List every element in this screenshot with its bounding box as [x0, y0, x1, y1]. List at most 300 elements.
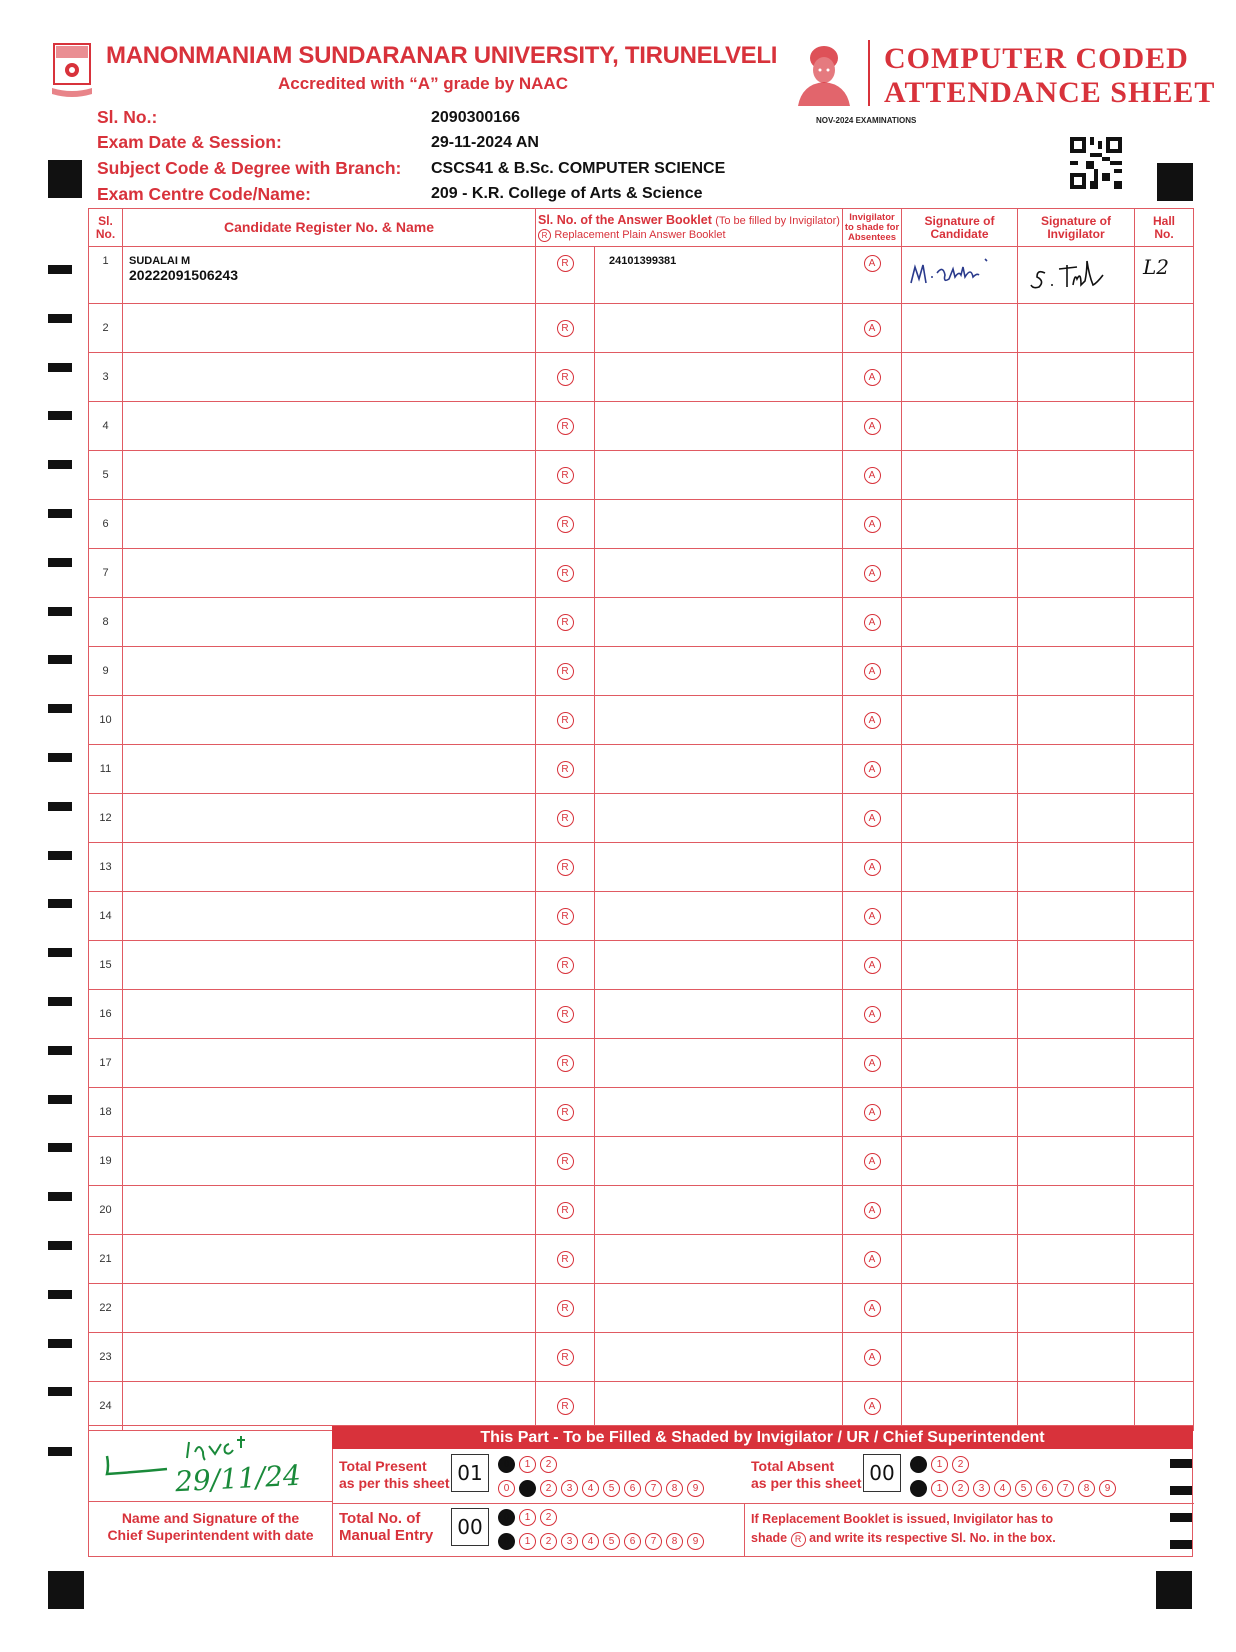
absent-bubble[interactable]: A: [864, 516, 881, 533]
absent-bubble-cell[interactable]: [843, 304, 902, 353]
booklet-number-cell[interactable]: [595, 402, 843, 451]
digit-bubble[interactable]: 0: [498, 1533, 515, 1550]
candidate-cell: [123, 304, 536, 353]
booklet-number-cell[interactable]: [595, 941, 843, 990]
candidate-cell: [123, 402, 536, 451]
invigilator-signature-cell: [1018, 1137, 1135, 1186]
digit-bubble[interactable]: 8: [1078, 1480, 1095, 1497]
replacement-bubble[interactable]: R: [557, 712, 574, 729]
digit-bubble[interactable]: 1: [931, 1456, 948, 1473]
replacement-bubble-cell[interactable]: [536, 598, 595, 647]
subject-code-label: Subject Code & Degree with Branch:: [97, 158, 402, 178]
invigilator-signature-cell: [1018, 451, 1135, 500]
timing-mark: [48, 558, 72, 567]
candidate-cell: [123, 1088, 536, 1137]
absent-bubble[interactable]: A: [864, 1251, 881, 1268]
absent-bubble-cell[interactable]: [843, 1039, 902, 1088]
booklet-number-cell[interactable]: [595, 1284, 843, 1333]
candidate-cell: [123, 598, 536, 647]
manual-entry-tens-bubbles[interactable]: [498, 1508, 561, 1526]
official-section: [88, 1425, 1193, 1557]
table-row: [89, 1235, 1194, 1284]
table-row: [89, 247, 1194, 304]
candidate-cell: [123, 500, 536, 549]
replacement-bubble[interactable]: R: [557, 1300, 574, 1317]
row-sl-no: 6: [89, 500, 123, 549]
replacement-bubble-cell[interactable]: [536, 696, 595, 745]
replacement-bubble[interactable]: R: [557, 565, 574, 582]
hall-number-cell: [1135, 990, 1194, 1039]
digit-bubble[interactable]: 1: [519, 1533, 536, 1550]
table-header-row: [89, 209, 1194, 247]
chief-signature-date: 29/11/24: [174, 1458, 302, 1499]
table-row: [89, 1088, 1194, 1137]
table-row: [89, 1186, 1194, 1235]
row-sl-no: 9: [89, 647, 123, 696]
replacement-bubble-cell[interactable]: [536, 843, 595, 892]
candidate-signature-cell: [902, 1284, 1018, 1333]
replacement-bubble-cell[interactable]: [536, 451, 595, 500]
table-row: [89, 696, 1194, 745]
candidate-cell: [123, 843, 536, 892]
replacement-bubble-cell[interactable]: [536, 1186, 595, 1235]
digit-bubble[interactable]: 1: [931, 1480, 948, 1497]
absent-bubble-cell[interactable]: [843, 1186, 902, 1235]
qr-code: [1070, 137, 1122, 189]
total-absent-tens-bubbles[interactable]: [910, 1455, 973, 1473]
manual-entry-label: Total No. of Manual Entry: [339, 1510, 434, 1544]
digit-bubble[interactable]: 8: [666, 1533, 683, 1550]
replacement-bubble-cell[interactable]: [536, 892, 595, 941]
table-row: [89, 353, 1194, 402]
absent-bubble[interactable]: A: [864, 761, 881, 778]
candidate-signature-cell: [902, 1088, 1018, 1137]
row-sl-no: 4: [89, 402, 123, 451]
invigilator-signature-cell: [1018, 1235, 1135, 1284]
replacement-bubble-cell[interactable]: [536, 304, 595, 353]
candidate-signature-cell: [902, 892, 1018, 941]
digit-bubble[interactable]: 2: [540, 1509, 557, 1526]
timing-mark: [1157, 163, 1193, 201]
replacement-bubble[interactable]: R: [557, 467, 574, 484]
replacement-bubble-cell[interactable]: [536, 1284, 595, 1333]
replacement-bubble[interactable]: R: [557, 761, 574, 778]
absent-bubble[interactable]: A: [864, 1398, 881, 1415]
manual-entry-box[interactable]: 00: [451, 1508, 489, 1546]
absent-bubble[interactable]: A: [864, 1104, 881, 1121]
exam-date-label: Exam Date & Session:: [97, 132, 282, 152]
timing-mark: [48, 1095, 72, 1104]
replacement-bubble-cell[interactable]: [536, 1088, 595, 1137]
replacement-bubble[interactable]: R: [557, 255, 574, 272]
digit-bubble[interactable]: 2: [540, 1456, 557, 1473]
replacement-bubble[interactable]: R: [557, 1006, 574, 1023]
candidate-cell: [123, 745, 536, 794]
absent-bubble[interactable]: A: [864, 320, 881, 337]
candidate-signature-cell: [902, 1186, 1018, 1235]
timing-mark: [48, 1290, 72, 1299]
booklet-number-cell[interactable]: [595, 1088, 843, 1137]
digit-bubble[interactable]: 3: [561, 1480, 578, 1497]
chief-superintendent-label: Name and Signature of the Chief Superintendent with date: [107, 1510, 314, 1543]
digit-bubble[interactable]: 7: [645, 1533, 662, 1550]
absent-bubble-cell[interactable]: [843, 745, 902, 794]
absent-bubble[interactable]: A: [864, 418, 881, 435]
digit-bubble[interactable]: 1: [519, 1509, 536, 1526]
booklet-number-cell[interactable]: [595, 598, 843, 647]
booklet-number-cell[interactable]: [595, 990, 843, 1039]
replacement-bubble[interactable]: R: [557, 908, 574, 925]
replacement-bubble-cell[interactable]: [536, 1039, 595, 1088]
replacement-bubble-cell[interactable]: [536, 1137, 595, 1186]
row-sl-no: 18: [89, 1088, 123, 1137]
invigilator-signature-cell: [1018, 745, 1135, 794]
replacement-bubble[interactable]: R: [557, 369, 574, 386]
row-sl-no: 8: [89, 598, 123, 647]
absent-bubble[interactable]: A: [864, 1202, 881, 1219]
timing-mark: [48, 899, 72, 908]
row-sl-no: 24: [89, 1382, 123, 1431]
replacement-bubble[interactable]: R: [557, 418, 574, 435]
hall-number-cell: [1135, 1039, 1194, 1088]
replacement-bubble[interactable]: R: [557, 859, 574, 876]
total-present-tens-bubbles[interactable]: [498, 1455, 561, 1473]
absent-bubble-cell[interactable]: [843, 598, 902, 647]
booklet-number-cell[interactable]: [595, 1333, 843, 1382]
invigilator-signature-cell: [1018, 500, 1135, 549]
hall-number-cell: [1135, 745, 1194, 794]
row-sl-no: 21: [89, 1235, 123, 1284]
digit-bubble[interactable]: 4: [582, 1480, 599, 1497]
row-sl-no: 13: [89, 843, 123, 892]
hall-number-cell: [1135, 451, 1194, 500]
total-present-label: Total Present as per this sheet: [339, 1458, 450, 1491]
absent-bubble-cell[interactable]: [843, 794, 902, 843]
total-present-units-bubbles[interactable]: [498, 1479, 708, 1497]
digit-bubble[interactable]: 7: [645, 1480, 662, 1497]
absent-bubble-cell[interactable]: [843, 353, 902, 402]
manual-entry-units-bubbles[interactable]: [498, 1532, 708, 1550]
replacement-bubble[interactable]: R: [557, 1251, 574, 1268]
absentee-header: Invigilator to shade for Absentees: [843, 209, 902, 247]
table-row: [89, 598, 1194, 647]
candidate-cell: [123, 892, 536, 941]
invigilator-signature-cell: [1018, 247, 1135, 304]
hall-number-cell: [1135, 549, 1194, 598]
absent-bubble[interactable]: A: [864, 614, 881, 631]
absent-bubble[interactable]: A: [864, 712, 881, 729]
candidate-cell: [123, 696, 536, 745]
timing-mark: [48, 265, 72, 274]
booklet-number-cell[interactable]: [595, 1382, 843, 1431]
digit-bubble[interactable]: 6: [1036, 1480, 1053, 1497]
digit-bubble[interactable]: 5: [603, 1533, 620, 1550]
booklet-number-cell[interactable]: [595, 1235, 843, 1284]
digit-bubble[interactable]: 6: [624, 1480, 641, 1497]
university-name: MANONMANIAM SUNDARANAR UNIVERSITY, TIRUNELVELI: [106, 42, 778, 69]
candidate-signature-cell: [902, 304, 1018, 353]
booklet-number-cell[interactable]: [595, 647, 843, 696]
total-absent-label: Total Absent as per this sheet: [751, 1458, 862, 1491]
booklet-number-cell[interactable]: [595, 1039, 843, 1088]
digit-bubble[interactable]: 2: [540, 1533, 557, 1550]
replacement-bubble-cell[interactable]: [536, 402, 595, 451]
candidate-cell: [123, 451, 536, 500]
table-row: [89, 1137, 1194, 1186]
digit-bubble[interactable]: 6: [624, 1533, 641, 1550]
row-sl-no: 23: [89, 1333, 123, 1382]
absent-bubble-cell[interactable]: [843, 549, 902, 598]
digit-bubble[interactable]: 1: [519, 1456, 536, 1473]
candidate-header: Candidate Register No. & Name: [123, 209, 536, 247]
timing-mark: [48, 948, 72, 957]
absent-bubble-cell[interactable]: [843, 892, 902, 941]
invigilator-signature-cell: [1018, 402, 1135, 451]
university-logo: [50, 42, 94, 98]
exam-centre-value: 209 - K.R. College of Arts & Science: [431, 185, 703, 202]
replacement-bubble-cell[interactable]: [536, 549, 595, 598]
replacement-bubble[interactable]: R: [557, 1055, 574, 1072]
timing-mark: [48, 802, 72, 811]
row-sl-no: 15: [89, 941, 123, 990]
absent-bubble-cell[interactable]: [843, 1333, 902, 1382]
hall-number-cell: [1135, 647, 1194, 696]
replacement-bubble-cell[interactable]: [536, 941, 595, 990]
absent-bubble-cell[interactable]: [843, 247, 902, 304]
timing-mark: [48, 1241, 72, 1250]
replacement-bubble[interactable]: R: [557, 516, 574, 533]
absent-bubble-cell[interactable]: [843, 1137, 902, 1186]
hall-number-cell: [1135, 247, 1194, 304]
candidate-cell: [123, 647, 536, 696]
candidate-signature-cell: [902, 598, 1018, 647]
replacement-bubble[interactable]: R: [557, 1153, 574, 1170]
digit-bubble[interactable]: 4: [582, 1533, 599, 1550]
absent-bubble[interactable]: A: [864, 1153, 881, 1170]
booklet-number-cell[interactable]: [595, 451, 843, 500]
absent-bubble[interactable]: A: [864, 663, 881, 680]
chief-signature: [97, 1436, 322, 1498]
absent-bubble-cell[interactable]: [843, 451, 902, 500]
candidate-signature-cell: [902, 1235, 1018, 1284]
timing-mark: [48, 997, 72, 1006]
table-row: [89, 745, 1194, 794]
table-row: [89, 1284, 1194, 1333]
digit-bubble[interactable]: 3: [561, 1533, 578, 1550]
absent-bubble[interactable]: A: [864, 467, 881, 484]
sl-header: Sl. No.: [89, 209, 123, 247]
timing-mark: [48, 1046, 72, 1055]
digit-bubble[interactable]: 0: [498, 1456, 515, 1473]
replacement-bubble[interactable]: R: [557, 663, 574, 680]
table-row: [89, 402, 1194, 451]
invigilator-signature-cell: [1018, 990, 1135, 1039]
booklet-number-cell[interactable]: [595, 353, 843, 402]
booklet-number-cell[interactable]: [595, 549, 843, 598]
replacement-bubble[interactable]: R: [557, 810, 574, 827]
booklet-number-cell[interactable]: [595, 304, 843, 353]
timing-mark: [48, 460, 72, 469]
digit-bubble[interactable]: 0: [498, 1509, 515, 1526]
timing-mark: [48, 704, 72, 713]
candidate-signature-cell: [902, 647, 1018, 696]
replacement-bubble[interactable]: R: [557, 957, 574, 974]
hall-number-cell: [1135, 794, 1194, 843]
hall-number: L2: [1143, 255, 1170, 279]
absent-bubble-cell[interactable]: [843, 843, 902, 892]
digit-bubble[interactable]: 7: [1057, 1480, 1074, 1497]
hall-number-cell: [1135, 1382, 1194, 1431]
table-row: [89, 304, 1194, 353]
absent-bubble-cell[interactable]: [843, 941, 902, 990]
absent-bubble[interactable]: A: [864, 1349, 881, 1366]
digit-bubble[interactable]: 2: [540, 1480, 557, 1497]
digit-bubble[interactable]: 2: [952, 1456, 969, 1473]
absent-bubble-cell[interactable]: [843, 402, 902, 451]
total-present-box[interactable]: 01: [451, 1454, 489, 1492]
replacement-bubble[interactable]: R: [557, 1104, 574, 1121]
replacement-bubble-cell[interactable]: [536, 1333, 595, 1382]
absent-bubble[interactable]: A: [864, 810, 881, 827]
digit-bubble[interactable]: 4: [994, 1480, 1011, 1497]
absent-bubble[interactable]: A: [864, 565, 881, 582]
absent-bubble[interactable]: A: [864, 1006, 881, 1023]
hall-number-cell: [1135, 1284, 1194, 1333]
absent-bubble-cell[interactable]: [843, 647, 902, 696]
absent-bubble-cell[interactable]: [843, 1382, 902, 1431]
booklet-number-cell[interactable]: [595, 745, 843, 794]
row-sl-no: 12: [89, 794, 123, 843]
invigilator-signature-cell: [1018, 647, 1135, 696]
booklet-number-cell[interactable]: [595, 696, 843, 745]
absent-bubble[interactable]: A: [864, 859, 881, 876]
replacement-bubble-cell[interactable]: [536, 647, 595, 696]
invigilator-signature-cell: [1018, 696, 1135, 745]
absent-bubble-cell[interactable]: [843, 696, 902, 745]
row-sl-no: 2: [89, 304, 123, 353]
booklet-number-cell[interactable]: [595, 500, 843, 549]
digit-bubble[interactable]: 5: [1015, 1480, 1032, 1497]
replacement-bubble-cell[interactable]: [536, 990, 595, 1039]
absent-bubble[interactable]: A: [864, 255, 881, 272]
candidate-signature-cell: [902, 353, 1018, 402]
invigilator-signature-cell: [1018, 843, 1135, 892]
digit-bubble[interactable]: 0: [910, 1456, 927, 1473]
candidate-signature-cell: [902, 1039, 1018, 1088]
official-band-title: This Part - To be Filled & Shaded by Invigilator / UR / Chief Superintendent: [332, 1426, 1193, 1449]
table-row: [89, 1039, 1194, 1088]
replacement-bubble-cell[interactable]: [536, 247, 595, 304]
absent-bubble[interactable]: A: [864, 908, 881, 925]
replacement-bubble-cell[interactable]: [536, 1382, 595, 1431]
replacement-bubble[interactable]: R: [557, 614, 574, 631]
table-row: [89, 500, 1194, 549]
replacement-bubble[interactable]: R: [557, 1349, 574, 1366]
booklet-number-cell[interactable]: [595, 892, 843, 941]
candidate-signature-cell: [902, 794, 1018, 843]
absent-bubble[interactable]: A: [864, 1055, 881, 1072]
digit-bubble[interactable]: 9: [1099, 1480, 1116, 1497]
replacement-symbol-icon: R: [538, 229, 551, 242]
table-row: [89, 1382, 1194, 1431]
hall-number-cell: [1135, 1235, 1194, 1284]
timing-mark: [48, 363, 72, 372]
replacement-bubble[interactable]: R: [557, 1202, 574, 1219]
table-row: [89, 451, 1194, 500]
row-sl-no: 7: [89, 549, 123, 598]
timing-mark: [48, 509, 72, 518]
total-absent-box[interactable]: 00: [863, 1454, 901, 1492]
absent-bubble-cell[interactable]: [843, 1088, 902, 1137]
sheet-title-line1: COMPUTER CODED: [884, 42, 1189, 75]
hall-number-cell: [1135, 304, 1194, 353]
accreditation-text: Accredited with “A” grade by NAAC: [278, 74, 568, 93]
row-sl-no: 11: [89, 745, 123, 794]
digit-bubble[interactable]: 9: [687, 1480, 704, 1497]
replacement-bubble-cell[interactable]: [536, 794, 595, 843]
digit-bubble[interactable]: 1: [519, 1480, 536, 1497]
replacement-bubble-cell[interactable]: [536, 353, 595, 402]
row-sl-no: 22: [89, 1284, 123, 1333]
booklet-number-cell[interactable]: [595, 843, 843, 892]
hall-number-cell: [1135, 598, 1194, 647]
timing-mark: [48, 1339, 72, 1348]
hall-number-cell: [1135, 892, 1194, 941]
digit-bubble[interactable]: 9: [687, 1533, 704, 1550]
total-absent-units-bubbles[interactable]: [910, 1479, 1120, 1497]
absent-bubble-cell[interactable]: [843, 1235, 902, 1284]
replacement-instruction: If Replacement Booklet is issued, Invigilator has to shade R and write its respective Sl. No. in the box.: [751, 1512, 1056, 1545]
digit-bubble[interactable]: 3: [973, 1480, 990, 1497]
booklet-number-cell[interactable]: [595, 1137, 843, 1186]
exam-centre-label: Exam Centre Code/Name:: [97, 184, 311, 204]
candidate-signature-cell: [902, 1382, 1018, 1431]
candidate-signature-cell: [902, 990, 1018, 1039]
absent-bubble[interactable]: A: [864, 369, 881, 386]
digit-bubble[interactable]: 8: [666, 1480, 683, 1497]
row-sl-no: 5: [89, 451, 123, 500]
booklet-number-cell[interactable]: [595, 247, 843, 304]
timing-mark: [48, 411, 72, 420]
digit-bubble[interactable]: 5: [603, 1480, 620, 1497]
candidate-signature-header: Signature of Candidate: [902, 209, 1018, 247]
replacement-bubble-cell[interactable]: [536, 745, 595, 794]
row-sl-no: 17: [89, 1039, 123, 1088]
invigilator-signature-cell: [1018, 1088, 1135, 1137]
absent-bubble[interactable]: A: [864, 957, 881, 974]
absent-bubble-cell[interactable]: [843, 500, 902, 549]
digit-bubble[interactable]: 0: [498, 1480, 515, 1497]
digit-bubble[interactable]: 0: [910, 1480, 927, 1497]
booklet-number-cell[interactable]: [595, 794, 843, 843]
absent-bubble-cell[interactable]: [843, 990, 902, 1039]
timing-mark: [1156, 1571, 1192, 1609]
replacement-bubble[interactable]: R: [557, 1398, 574, 1415]
row-sl-no: 14: [89, 892, 123, 941]
booklet-number-cell[interactable]: [595, 1186, 843, 1235]
replacement-bubble[interactable]: R: [557, 320, 574, 337]
absent-bubble-cell[interactable]: [843, 1284, 902, 1333]
digit-bubble[interactable]: 2: [952, 1480, 969, 1497]
replacement-bubble-cell[interactable]: [536, 500, 595, 549]
replacement-bubble-cell[interactable]: [536, 1235, 595, 1284]
hall-number-cell: [1135, 696, 1194, 745]
timing-mark: [48, 160, 82, 198]
candidate-cell: [123, 1137, 536, 1186]
hall-number-cell: [1135, 353, 1194, 402]
absent-bubble[interactable]: A: [864, 1300, 881, 1317]
candidate-cell: [123, 1382, 536, 1431]
